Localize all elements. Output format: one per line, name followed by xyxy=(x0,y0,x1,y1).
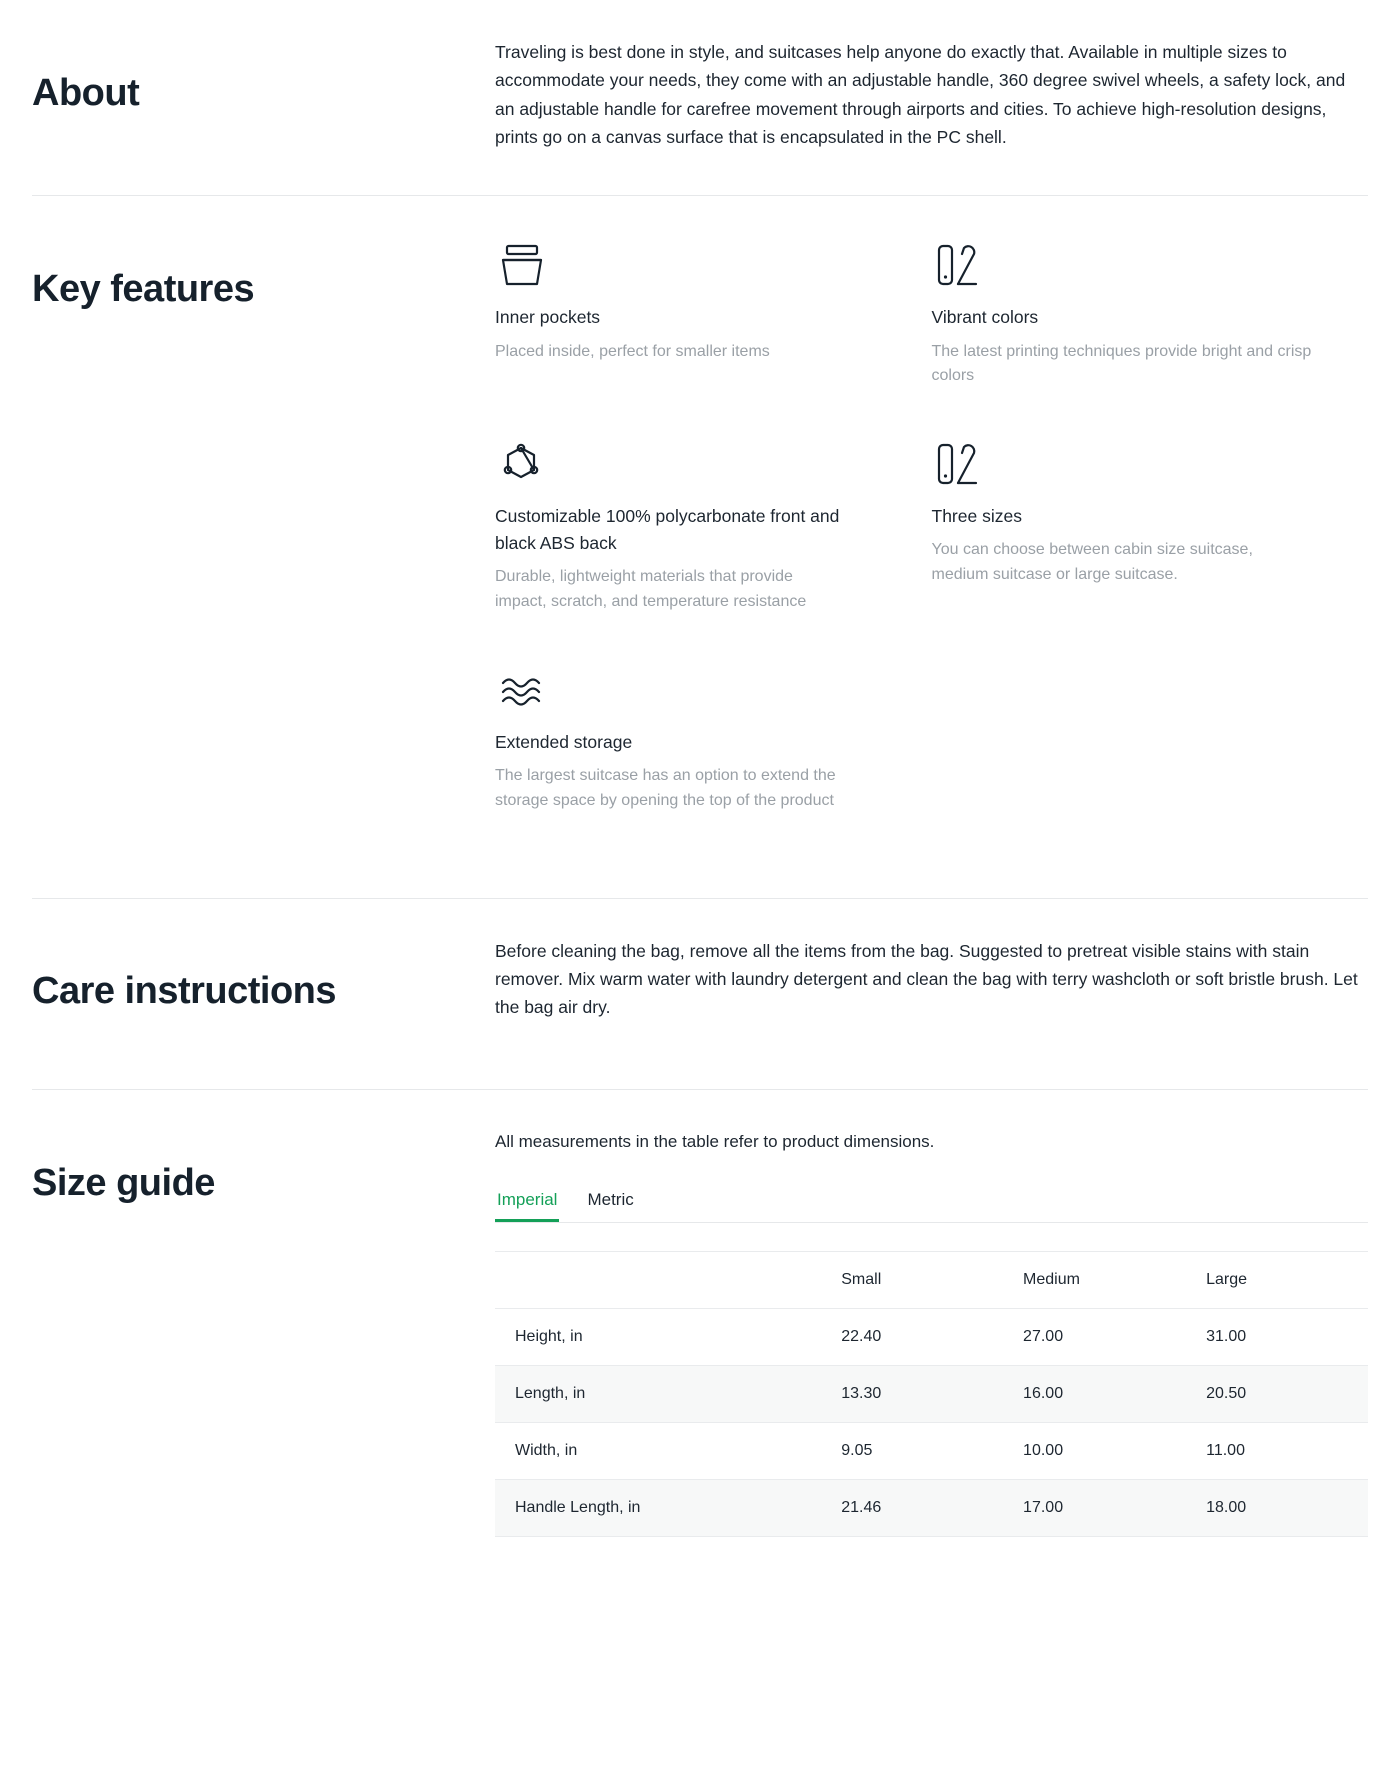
header-medium: Medium xyxy=(1003,1251,1186,1308)
table-row xyxy=(495,1479,1368,1536)
feature-vibrant-colors xyxy=(932,230,1369,389)
molecule-icon xyxy=(495,429,846,487)
open-box-icon xyxy=(495,230,876,288)
key-features-title: Key features xyxy=(32,267,255,310)
cell-large: 18.00 xyxy=(1186,1479,1368,1536)
table-row xyxy=(495,1365,1368,1422)
key-features-section xyxy=(32,196,1368,898)
about-section xyxy=(32,0,1368,196)
row-label: Height, in xyxy=(495,1308,821,1365)
feature-desc: You can choose between cabin size suitcase, medium suitcase or large suitcase. xyxy=(931,541,1253,584)
color-swatch-icon xyxy=(932,230,1313,288)
feature-extended-storage xyxy=(495,655,932,814)
size-guide-table-head xyxy=(495,1251,1368,1308)
tab-imperial[interactable]: Imperial xyxy=(495,1190,559,1222)
size-unit-tabs xyxy=(495,1190,1368,1223)
row-label: Handle Length, in xyxy=(495,1479,821,1536)
feature-title: Extended storage xyxy=(495,731,633,752)
tab-metric[interactable]: Metric xyxy=(585,1190,635,1222)
cell-large: 20.50 xyxy=(1186,1365,1368,1422)
size-guide-table xyxy=(495,1251,1368,1537)
size-guide-body xyxy=(495,1128,1368,1536)
table-row xyxy=(495,1422,1368,1479)
care-instructions-text: Before cleaning the bag, remove all the items from the bag. Suggested to pretreat visible stains with stain remover. Mix warm water with laundry detergent and clean the bag with terry washcloth or soft bristle brush. Let the bag air dry. xyxy=(495,940,1358,1018)
key-features-body xyxy=(495,234,1368,853)
feature-desc: Durable, lightweight materials that provide impact, scratch, and temperature resistance xyxy=(495,568,807,611)
care-instructions-title: Care instructions xyxy=(32,970,337,1013)
size-guide-table-body xyxy=(495,1308,1368,1536)
feature-desc: Placed inside, perfect for smaller items xyxy=(495,342,770,360)
cell-small: 22.40 xyxy=(821,1308,1003,1365)
feature-title: Three sizes xyxy=(931,506,1022,527)
cell-small: 13.30 xyxy=(821,1365,1003,1422)
header-small: Small xyxy=(821,1251,1003,1308)
cell-large: 31.00 xyxy=(1186,1308,1368,1365)
feature-three-sizes xyxy=(932,429,1369,615)
feature-title: Vibrant colors xyxy=(931,307,1039,328)
cell-medium: 27.00 xyxy=(1003,1308,1186,1365)
cell-medium: 10.00 xyxy=(1003,1422,1186,1479)
size-guide-intro: All measurements in the table refer to product dimensions. xyxy=(495,1132,935,1152)
feature-desc: The largest suitcase has an option to extend the storage space by opening the top of the product xyxy=(495,767,836,809)
care-instructions-section xyxy=(32,899,1368,1091)
cell-medium: 17.00 xyxy=(1003,1479,1186,1536)
row-label: Length, in xyxy=(495,1365,821,1422)
waves-icon xyxy=(495,655,876,713)
table-row xyxy=(495,1308,1368,1365)
about-body xyxy=(495,38,1368,151)
cell-small: 21.46 xyxy=(821,1479,1003,1536)
size-guide-title: Size guide xyxy=(32,1161,215,1204)
feature-polycarbonate xyxy=(495,429,932,615)
color-swatch-icon xyxy=(932,429,1313,487)
about-title: About xyxy=(32,71,140,114)
feature-desc: The latest printing techniques provide bright and crisp colors xyxy=(931,342,1312,385)
cell-large: 11.00 xyxy=(1186,1422,1368,1479)
key-features-grid xyxy=(495,230,1368,853)
header-blank xyxy=(495,1251,821,1308)
feature-title: Inner pockets xyxy=(495,307,601,328)
size-guide-section xyxy=(32,1090,1368,1580)
about-text: Traveling is best done in style, and suitcases help anyone do exactly that. Available in multiple sizes to accommodate your needs, they come with an adjustable handle, 360 degree swivel wheels, a safety lock, and an adjustable handle for carefree movement through airports and cities. To achieve high-resolution designs, prints go on a canvas surface that is encapsulated in the PC shell. xyxy=(495,42,1346,148)
feature-inner-pockets xyxy=(495,230,932,389)
header-large: Large xyxy=(1186,1251,1368,1308)
care-instructions-body xyxy=(495,937,1368,1022)
cell-medium: 16.00 xyxy=(1003,1365,1186,1422)
table-header-row xyxy=(495,1251,1368,1308)
row-label: Width, in xyxy=(495,1422,821,1479)
cell-small: 9.05 xyxy=(821,1422,1003,1479)
feature-title: Customizable 100% polycarbonate front and black ABS back xyxy=(495,506,840,554)
